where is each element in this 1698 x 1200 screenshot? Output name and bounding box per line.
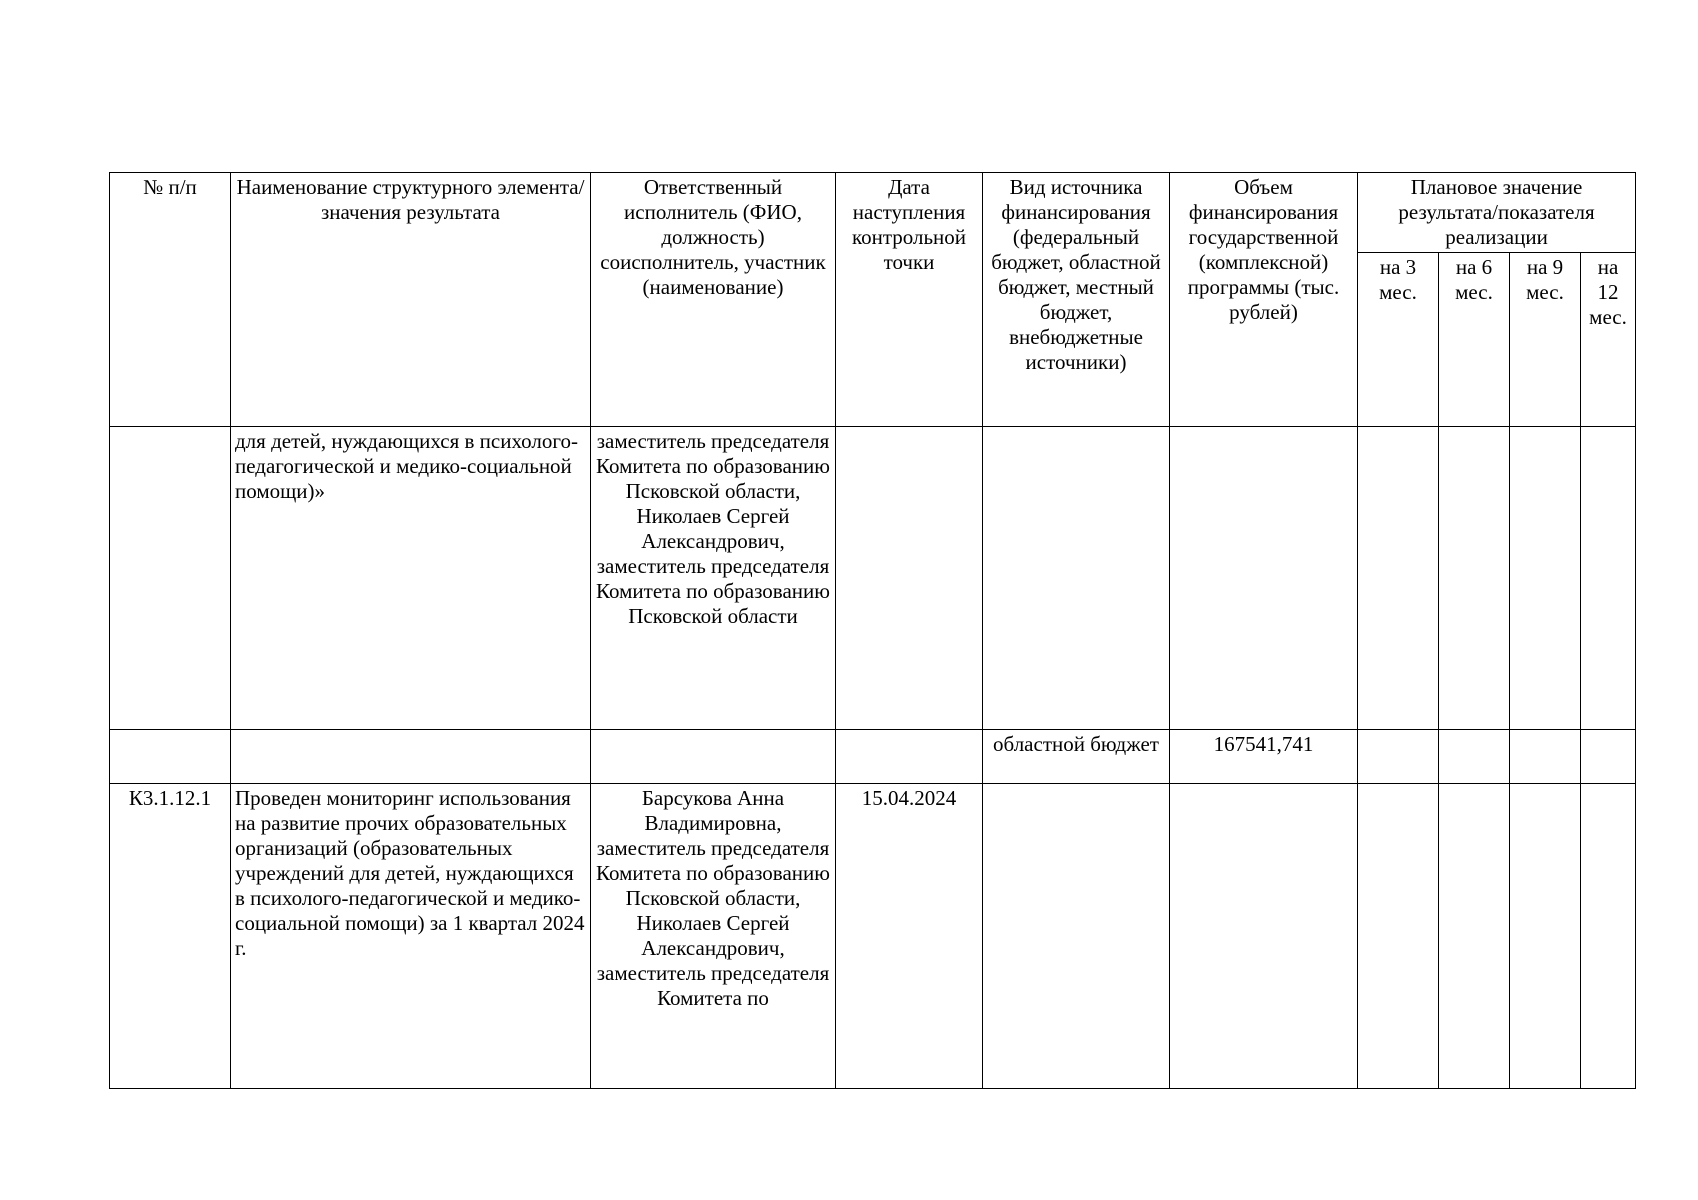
header-name: Наименование структурного элемента/ значения результата [231,173,591,427]
header-plan: Плановое значение результата/показателя реализации [1358,173,1636,253]
cell-executor: Барсукова Анна Владимировна, заместитель председателя Комитета по образованию Псковской области, Николаев Сергей Александрович, заместитель председателя Комитета по [591,784,836,1089]
cell-plan-12 [1581,784,1636,1089]
cell-date [836,427,983,730]
cell-date: 15.04.2024 [836,784,983,1089]
table-row [110,784,1636,1089]
cell-plan-3 [1358,784,1439,1089]
header-num: № п/п [110,173,231,427]
cell-num [110,427,231,730]
report-table [109,172,1636,1089]
cell-plan-3 [1358,730,1439,784]
cell-plan-3 [1358,427,1439,730]
cell-source [983,427,1170,730]
cell-date [836,730,983,784]
header-volume: Объем финансирования государственной (комплексной) программы (тыс. рублей) [1170,173,1358,427]
header-date: Дата наступления контрольной точки [836,173,983,427]
cell-plan-9 [1510,730,1581,784]
cell-plan-6 [1439,730,1510,784]
table-row [110,427,1636,730]
cell-name: для детей, нуждающихся в психолого-педагогической и медико-социальной помощи)» [231,427,591,730]
cell-executor [591,730,836,784]
cell-volume [1170,427,1358,730]
header-source: Вид источника финансирования (федеральный бюджет, областной бюджет, местный бюджет, внебюджетные источники) [983,173,1170,427]
cell-name: Проведен мониторинг использования на развитие прочих образовательных организаций (образовательных учреждений для детей, нуждающихся в психолого-педагогической и медико-социальной помощи) за 1 квартал 2024 г. [231,784,591,1089]
cell-name [231,730,591,784]
cell-plan-9 [1510,784,1581,1089]
header-executor: Ответственный исполнитель (ФИО, должность) соисполнитель, участник (наименование) [591,173,836,427]
header-plan-6: на 6 мес. [1439,253,1510,427]
cell-executor: заместитель председателя Комитета по образованию Псковской области, Николаев Сергей Александрович, заместитель председателя Комитета по образованию Псковской области [591,427,836,730]
cell-plan-9 [1510,427,1581,730]
cell-num: К3.1.12.1 [110,784,231,1089]
cell-plan-12 [1581,730,1636,784]
header-plan-9: на 9 мес. [1510,253,1581,427]
cell-num [110,730,231,784]
cell-source [983,784,1170,1089]
header-row [110,173,1636,253]
cell-volume [1170,784,1358,1089]
cell-plan-6 [1439,427,1510,730]
cell-plan-6 [1439,784,1510,1089]
cell-plan-12 [1581,427,1636,730]
table-row [110,730,1636,784]
header-plan-12: на 12 мес. [1581,253,1636,427]
cell-volume: 167541,741 [1170,730,1358,784]
cell-source: областной бюджет [983,730,1170,784]
header-plan-3: на 3 мес. [1358,253,1439,427]
